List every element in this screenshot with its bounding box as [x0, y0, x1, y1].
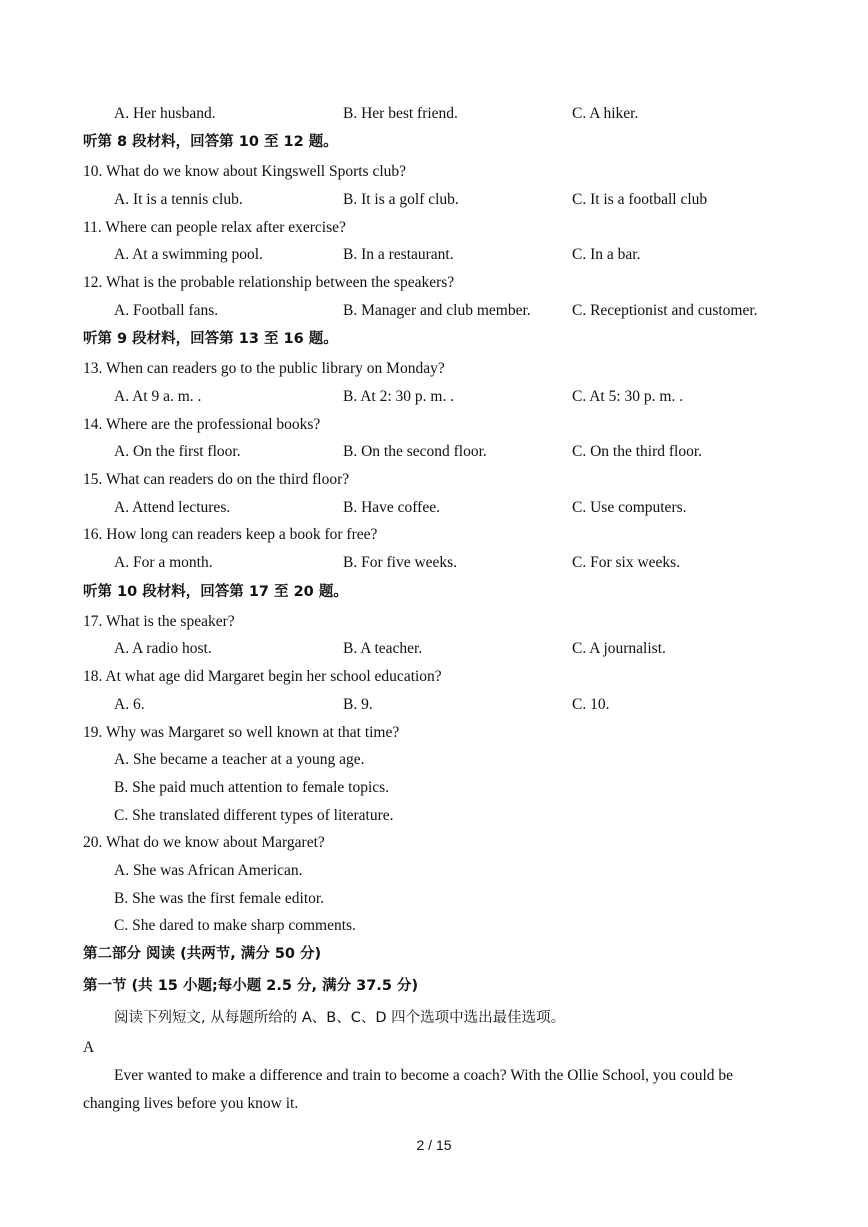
option-a: A. On the first floor.	[114, 443, 241, 460]
question-19-option-a-row	[0, 748, 868, 772]
option-b: B. Her best friend.	[343, 105, 458, 122]
question-text: 10. What do we know about Kingswell Sports club?	[83, 163, 407, 180]
question-16-options	[0, 551, 868, 575]
option-a: A. She was African American.	[114, 862, 303, 879]
option-b: B. In a restaurant.	[343, 246, 454, 263]
page-number: 2 / 15	[416, 1137, 452, 1153]
option-a: A. Her husband.	[114, 105, 216, 122]
option-b: B. Have coffee.	[343, 499, 440, 516]
question-20	[0, 831, 868, 855]
question-10-options	[0, 188, 868, 212]
section-10-header-row	[0, 580, 868, 604]
question-12	[0, 271, 868, 295]
part-2-section-1-header: 第一节 (共 15 小题;每小题 2.5 分, 满分 37.5 分)	[83, 978, 419, 994]
question-text: 11. Where can people relax after exercise?	[83, 219, 346, 236]
option-a: A. Football fans.	[114, 302, 219, 319]
option-c: C. Use computers.	[572, 499, 687, 516]
section-9-header-row	[0, 327, 868, 351]
question-18-options	[0, 693, 868, 717]
question-19	[0, 721, 868, 745]
reading-instruction-row	[0, 1006, 868, 1030]
question-14-options	[0, 440, 868, 464]
question-12-options	[0, 299, 868, 323]
passage-line-2: changing lives before you know it.	[83, 1095, 299, 1112]
question-19-option-c-row	[0, 804, 868, 828]
option-a: A. Attend lectures.	[114, 499, 231, 516]
option-a: A. At a swimming pool.	[114, 246, 263, 263]
question-15	[0, 468, 868, 492]
option-c: C. At 5: 30 p. m. .	[572, 388, 684, 405]
option-c: C. She translated different types of literature.	[114, 807, 394, 824]
question-9-options	[0, 102, 868, 126]
option-b: B. It is a golf club.	[343, 191, 459, 208]
question-20-option-b-row	[0, 887, 868, 911]
question-14	[0, 413, 868, 437]
section-8-header: 听第 8 段材料，回答第 10 至 12 题。	[83, 134, 338, 150]
passage-line-1: Ever wanted to make a difference and train to become a coach? With the Ollie School, you could be	[114, 1067, 734, 1084]
question-text: 17. What is the speaker?	[83, 613, 235, 630]
question-11	[0, 216, 868, 240]
part-2-header-row	[0, 942, 868, 966]
passage-line-2-row	[0, 1092, 868, 1116]
question-20-option-a-row	[0, 859, 868, 883]
question-10	[0, 160, 868, 184]
question-text: 19. Why was Margaret so well known at that time?	[83, 724, 400, 741]
option-b: B. At 2: 30 p. m. .	[343, 388, 455, 405]
option-a: A. She became a teacher at a young age.	[114, 751, 365, 768]
option-b: B. She was the first female editor.	[114, 890, 325, 907]
option-b: B. A teacher.	[343, 640, 423, 657]
option-c: C. A hiker.	[572, 105, 639, 122]
question-13	[0, 357, 868, 381]
question-text: 14. Where are the professional books?	[83, 416, 321, 433]
question-20-option-c-row	[0, 914, 868, 938]
option-b: B. 9.	[343, 696, 373, 713]
option-c: C. On the third floor.	[572, 443, 703, 460]
passage-label: A	[83, 1039, 95, 1056]
question-11-options	[0, 243, 868, 267]
reading-instruction: 阅读下列短文, 从每题所给的 A、B、C、D 四个选项中选出最佳选项。	[114, 1010, 566, 1026]
section-9-header: 听第 9 段材料，回答第 13 至 16 题。	[83, 331, 338, 347]
question-text: 20. What do we know about Margaret?	[83, 834, 325, 851]
part-2-header: 第二部分 阅读 (共两节, 满分 50 分)	[83, 946, 322, 962]
option-c: C. It is a football club	[572, 191, 708, 208]
option-b: B. Manager and club member.	[343, 302, 531, 319]
question-17	[0, 610, 868, 634]
option-a: A. For a month.	[114, 554, 213, 571]
option-c: C. A journalist.	[572, 640, 666, 657]
option-a: A. A radio host.	[114, 640, 212, 657]
question-17-options	[0, 637, 868, 661]
option-c: C. In a bar.	[572, 246, 641, 263]
question-text: 12. What is the probable relationship between the speakers?	[83, 274, 455, 291]
option-a: A. At 9 a. m. .	[114, 388, 202, 405]
option-b: B. She paid much attention to female topics.	[114, 779, 390, 796]
option-c: C. She dared to make sharp comments.	[114, 917, 356, 934]
option-a: A. It is a tennis club.	[114, 191, 243, 208]
option-b: B. On the second floor.	[343, 443, 487, 460]
question-19-option-b-row	[0, 776, 868, 800]
passage-label-row	[0, 1036, 868, 1060]
question-16	[0, 523, 868, 547]
option-c: C. For six weeks.	[572, 554, 681, 571]
question-text: 13. When can readers go to the public library on Monday?	[83, 360, 445, 377]
question-13-options	[0, 385, 868, 409]
option-c: C. Receptionist and customer.	[572, 302, 758, 319]
part-2-section-1-header-row	[0, 974, 868, 998]
question-15-options	[0, 496, 868, 520]
option-c: C. 10.	[572, 696, 610, 713]
option-a: A. 6.	[114, 696, 145, 713]
question-text: 16. How long can readers keep a book for free?	[83, 526, 378, 543]
section-10-header: 听第 10 段材料，回答第 17 至 20 题。	[83, 584, 348, 600]
question-18	[0, 665, 868, 689]
option-b: B. For five weeks.	[343, 554, 458, 571]
question-text: 15. What can readers do on the third floor?	[83, 471, 350, 488]
question-text: 18. At what age did Margaret begin her school education?	[83, 668, 442, 685]
section-8-header-row	[0, 130, 868, 154]
passage-line-1-row	[0, 1064, 868, 1088]
